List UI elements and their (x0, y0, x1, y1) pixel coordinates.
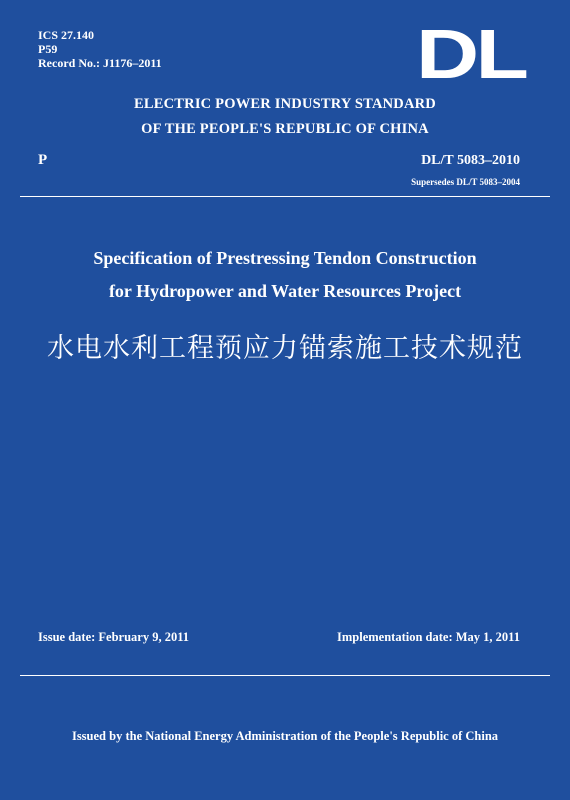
class-code: P59 (38, 42, 58, 56)
organization-line-2: OF THE PEOPLE'S REPUBLIC OF CHINA (141, 121, 429, 137)
top-divider (20, 196, 550, 197)
organization-line-1: ELECTRIC POWER INDUSTRY STANDARD (134, 96, 436, 112)
chinese-title: 水电水利工程预应力锚索施工技术规范 (47, 333, 523, 364)
standard-number: DL/T 5083–2010 (421, 153, 520, 168)
catalog-info (38, 28, 162, 70)
bottom-divider (20, 675, 550, 676)
implementation-date: Implementation date: May 1, 2011 (337, 630, 520, 644)
issuing-authority: Issued by the National Energy Administration of the People's Republic of China (71, 729, 499, 743)
classification-letter: P (38, 152, 48, 168)
issue-date: Issue date: February 9, 2011 (38, 630, 190, 644)
record-number: Record No.: J1176–2011 (38, 56, 162, 70)
english-title-line-2: for Hydropower and Water Resources Project (108, 281, 462, 301)
dl-logo: DL (416, 15, 526, 93)
ics-code: ICS 27.140 (38, 28, 95, 42)
supersedes-note: Supersedes DL/T 5083–2004 (411, 177, 520, 187)
english-title-line-1: Specification of Prestressing Tendon Construction (93, 248, 477, 268)
